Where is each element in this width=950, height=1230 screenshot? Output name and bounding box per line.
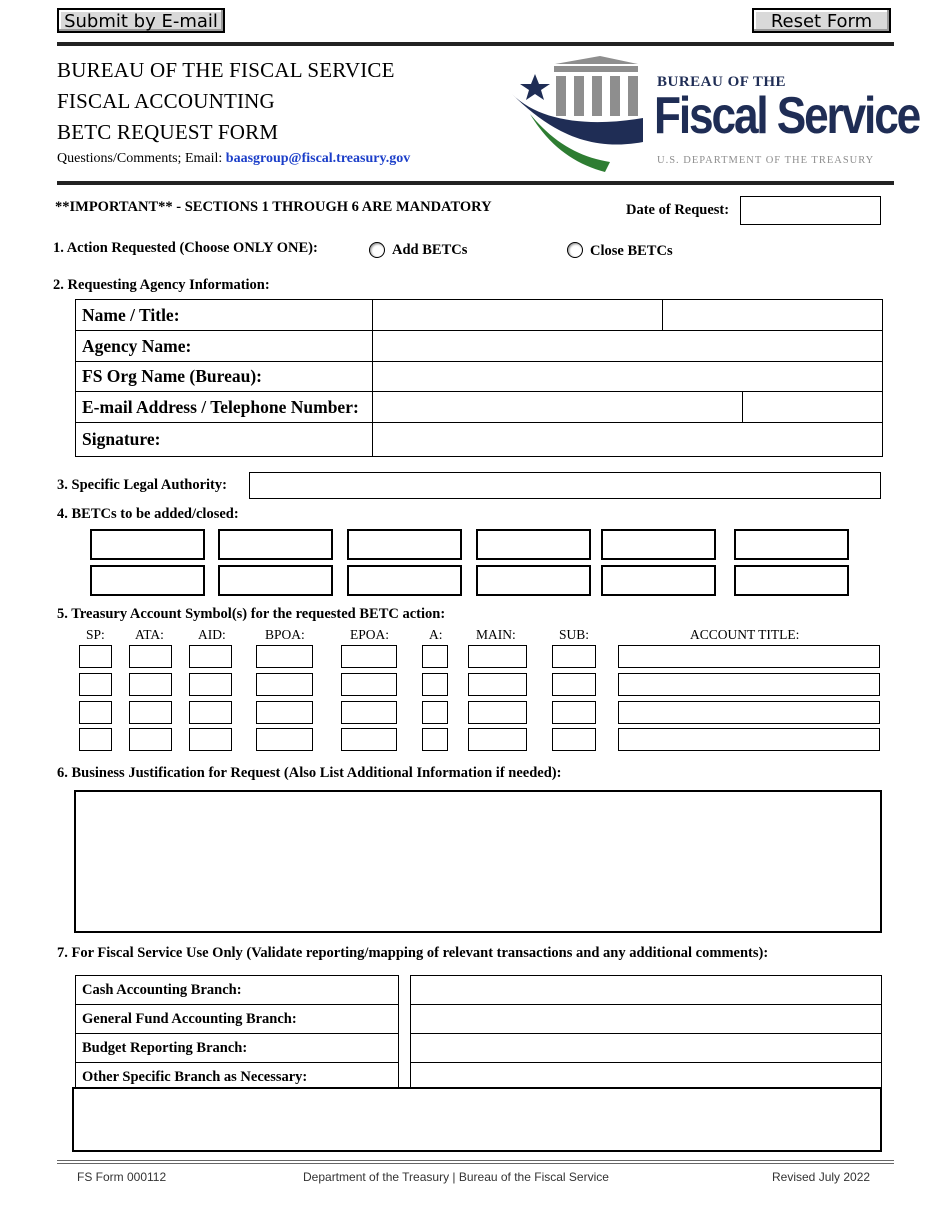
branch-input-table [410, 975, 882, 1092]
tas-aid-input[interactable] [189, 673, 232, 696]
section6-label: 6. Business Justification for Request (Also List Additional Information if needed): [57, 765, 562, 781]
tas-sp-input[interactable] [79, 673, 112, 696]
tas-ata-input[interactable] [129, 701, 172, 724]
tas-a-input[interactable] [422, 701, 448, 724]
col-sp: SP: [86, 627, 105, 642]
submit-by-email-button[interactable]: Submit by E-mail [57, 8, 225, 33]
contact-line [57, 151, 410, 167]
betc-input[interactable] [601, 565, 716, 596]
tas-bpoa-input[interactable] [256, 728, 313, 751]
tas-account-title-input[interactable] [618, 673, 880, 696]
section4-label: 4. BETCs to be added/closed: [57, 506, 239, 522]
tas-main-input[interactable] [468, 701, 527, 724]
legal-authority-input[interactable] [249, 472, 881, 499]
col-account-title: ACCOUNT TITLE: [690, 627, 800, 642]
header-division: FISCAL ACCOUNTING [57, 89, 275, 113]
tas-ata-input[interactable] [129, 673, 172, 696]
section7-label: 7. For Fiscal Service Use Only (Validate reporting/mapping of relevant transactions and any additional comments): [57, 945, 769, 961]
betc-input[interactable] [734, 529, 849, 560]
tas-a-input[interactable] [422, 728, 448, 751]
col-a: A: [429, 627, 443, 642]
title-input[interactable] [663, 300, 883, 331]
cash-accounting-input[interactable] [411, 976, 882, 1005]
tas-sp-input[interactable] [79, 645, 112, 668]
cash-accounting-label: Cash Accounting Branch: [76, 976, 399, 1005]
agency-name-input[interactable] [373, 331, 883, 362]
section5-label: 5. Treasury Account Symbol(s) for the requested BETC action: [57, 606, 446, 622]
betc-input[interactable] [476, 565, 591, 596]
general-fund-input[interactable] [411, 1005, 882, 1034]
tas-epoa-input[interactable] [341, 673, 397, 696]
budget-reporting-input[interactable] [411, 1034, 882, 1063]
tas-aid-input[interactable] [189, 728, 232, 751]
general-fund-label: General Fund Accounting Branch: [76, 1005, 399, 1034]
betc-input[interactable] [476, 529, 591, 560]
close-betcs-label: Close BETCs [590, 243, 673, 259]
footer-revised: Revised July 2022 [772, 1170, 871, 1184]
col-sub: SUB: [559, 627, 590, 642]
tas-ata-input[interactable] [129, 645, 172, 668]
page-title: BETC REQUEST FORM [57, 120, 279, 144]
agency-info-table [75, 299, 883, 457]
date-of-request-input[interactable] [740, 196, 881, 225]
tas-bpoa-input[interactable] [256, 645, 313, 668]
fs-org-name-label: FS Org Name (Bureau): [76, 362, 373, 392]
col-aid: AID: [198, 627, 226, 642]
tas-a-input[interactable] [422, 673, 448, 696]
business-justification-textarea[interactable] [74, 790, 882, 933]
contact-email-link[interactable]: baasgroup@fiscal.treasury.gov [225, 151, 411, 166]
col-bpoa: BPOA: [265, 627, 305, 642]
email-input[interactable] [373, 392, 743, 422]
add-betcs-radio[interactable] [369, 242, 385, 258]
tas-main-input[interactable] [468, 728, 527, 751]
logo-department-text: U.S. DEPARTMENT OF THE TREASURY [657, 155, 875, 166]
tas-sp-input[interactable] [79, 728, 112, 751]
header-top-rule [57, 42, 894, 46]
tas-sub-input[interactable] [552, 673, 596, 696]
tas-aid-input[interactable] [189, 645, 232, 668]
footer-department: Department of the Treasury | Bureau of the Fiscal Service [303, 1170, 609, 1184]
betc-input[interactable] [218, 565, 333, 596]
tas-account-title-input[interactable] [618, 645, 880, 668]
logo-fiscal-service-text: Fiscal Service [654, 87, 920, 145]
branch-label-table [75, 975, 399, 1092]
important-notice: **IMPORTANT** - SECTIONS 1 THROUGH 6 ARE MANDATORY [55, 199, 492, 215]
header-bottom-rule [57, 181, 894, 185]
tas-main-input[interactable] [468, 645, 527, 668]
tas-epoa-input[interactable] [341, 645, 397, 668]
tas-aid-input[interactable] [189, 701, 232, 724]
col-epoa: EPOA: [350, 627, 390, 642]
footer-rule-2 [57, 1163, 894, 1164]
logo-bureau-text: BUREAU OF THE [657, 74, 787, 90]
fiscal-service-logo [510, 52, 920, 177]
date-label: Date of Request: [626, 202, 730, 218]
section1-label: 1. Action Requested (Choose ONLY ONE): [53, 240, 318, 256]
telephone-input[interactable] [743, 392, 882, 422]
email-phone-cell [373, 392, 883, 423]
tas-bpoa-input[interactable] [256, 673, 313, 696]
col-ata: ATA: [135, 627, 164, 642]
signature-label: Signature: [76, 423, 373, 457]
footer-form-number: FS Form 000112 [77, 1170, 167, 1184]
other-branch-label: Other Specific Branch as Necessary: [76, 1063, 399, 1092]
close-betcs-radio[interactable] [567, 242, 583, 258]
col-main: MAIN: [476, 627, 516, 642]
betc-input[interactable] [90, 529, 205, 560]
reset-form-button[interactable]: Reset Form [752, 8, 891, 33]
fs-org-name-input[interactable] [373, 362, 883, 392]
section2-label: 2. Requesting Agency Information: [53, 277, 270, 293]
header-agency: BUREAU OF THE FISCAL SERVICE [57, 58, 395, 82]
betc-input[interactable] [601, 529, 716, 560]
betc-input[interactable] [734, 565, 849, 596]
tas-ata-input[interactable] [129, 728, 172, 751]
tas-sp-input[interactable] [79, 701, 112, 724]
betc-input[interactable] [347, 565, 462, 596]
name-input[interactable] [373, 300, 663, 331]
tas-account-title-input[interactable] [618, 701, 880, 724]
tas-sub-input[interactable] [552, 645, 596, 668]
tas-main-input[interactable] [468, 673, 527, 696]
tas-account-title-input[interactable] [618, 728, 880, 751]
betc-input[interactable] [90, 565, 205, 596]
building-swoosh-icon [510, 52, 650, 177]
betc-input[interactable] [347, 529, 462, 560]
budget-reporting-label: Budget Reporting Branch: [76, 1034, 399, 1063]
tas-epoa-input[interactable] [341, 728, 397, 751]
tas-sub-input[interactable] [552, 701, 596, 724]
tas-sub-input[interactable] [552, 728, 596, 751]
tas-bpoa-input[interactable] [256, 701, 313, 724]
contact-label: Questions/Comments; Email: [57, 151, 223, 166]
fiscal-service-comments-textarea[interactable] [72, 1087, 882, 1152]
tas-a-input[interactable] [422, 645, 448, 668]
signature-input[interactable] [373, 423, 883, 457]
footer-rule [57, 1160, 894, 1161]
tas-epoa-input[interactable] [341, 701, 397, 724]
section3-label: 3. Specific Legal Authority: [57, 477, 227, 493]
email-phone-label: E-mail Address / Telephone Number: [76, 392, 373, 423]
name-title-label: Name / Title: [76, 300, 373, 331]
add-betcs-label: Add BETCs [392, 242, 468, 258]
betc-input[interactable] [218, 529, 333, 560]
agency-name-label: Agency Name: [76, 331, 373, 362]
